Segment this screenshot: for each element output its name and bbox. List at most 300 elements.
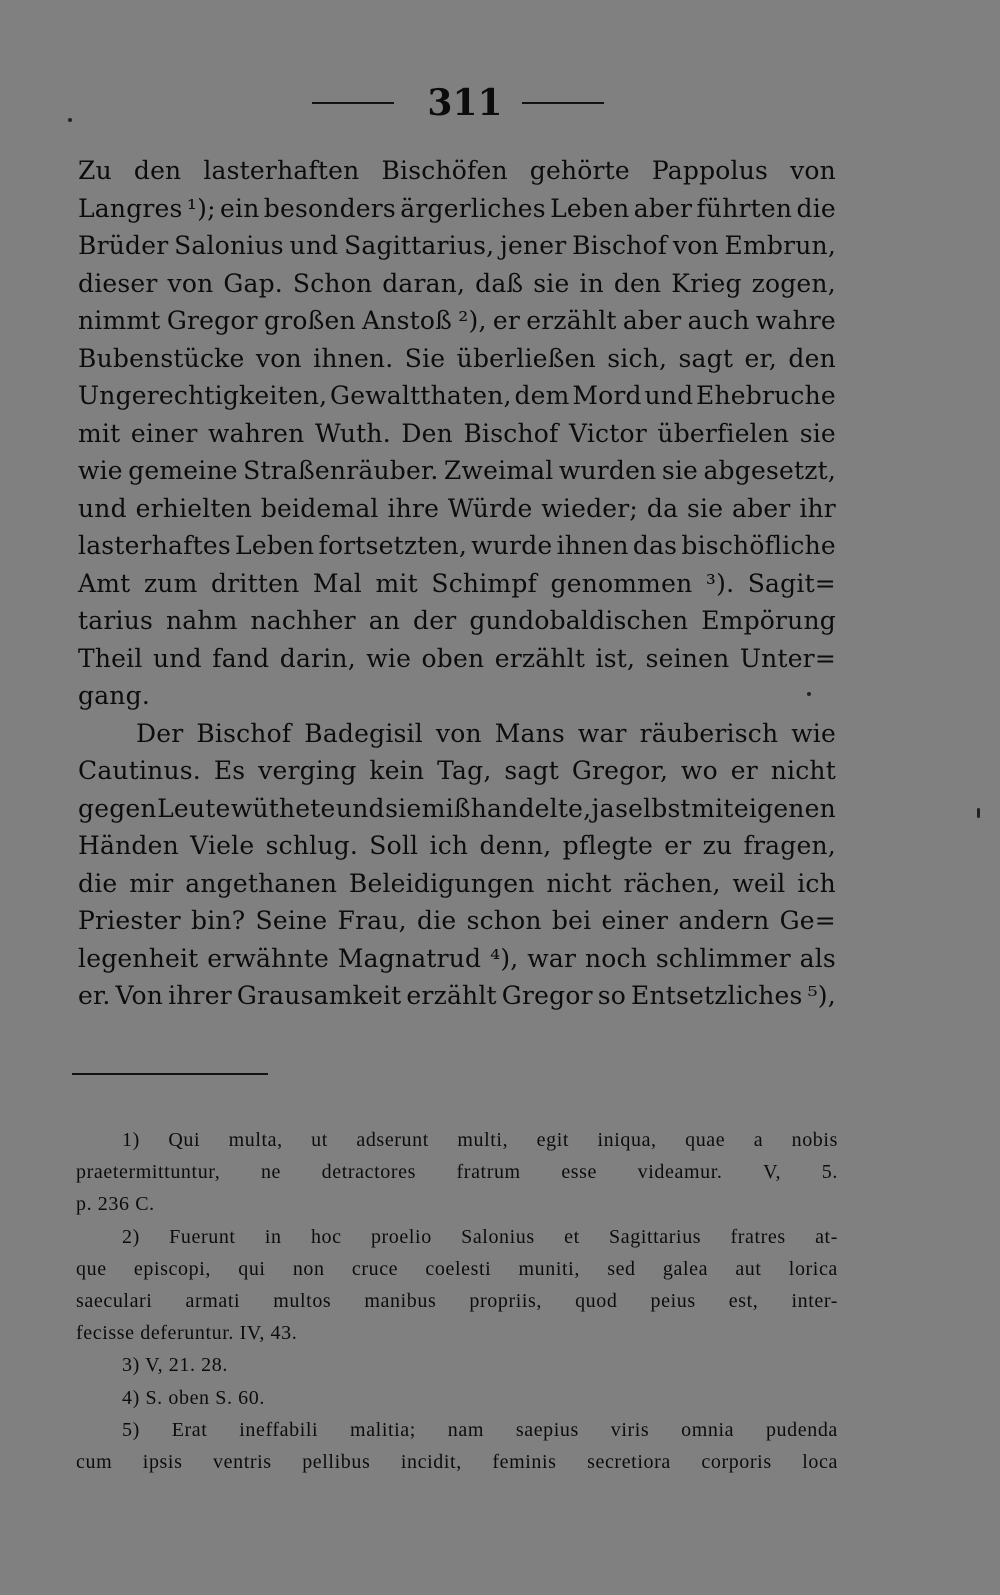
word: räuberisch [639,718,779,748]
word: gehörte [529,156,630,185]
word: nam [447,1418,484,1441]
word: Leute [157,793,231,823]
word: Gregor [501,981,593,1010]
word: detractores [321,1161,416,1184]
word: Erat [171,1418,208,1441]
word: besonders [263,193,396,223]
word: galea [662,1257,709,1280]
word: Ge= [779,906,836,935]
word: malitia; [350,1418,416,1441]
word: Straßenräuber. [243,456,439,485]
word: die [417,906,457,935]
word: Victor [569,418,647,448]
word: Brüder [78,231,169,260]
word: von [167,268,214,298]
word: Sagittarius, [344,231,495,260]
word: daran, [382,268,466,298]
word: dritten [211,568,300,598]
word: einer [601,906,669,935]
word: quod [575,1289,618,1312]
word: einer [130,418,198,448]
body-line [78,565,836,603]
word: lorica [788,1257,838,1280]
word: propriis, [469,1289,543,1312]
word: Grausamkeit [236,981,402,1010]
word: nachher [250,606,356,635]
word: Soll [369,831,419,860]
word: multos [273,1289,332,1312]
word: ihnen [556,531,629,560]
word: großen [263,306,356,335]
word: sagt [504,756,559,785]
word: fratres [730,1225,786,1248]
word: aber [732,493,791,523]
word: nahm [165,606,238,635]
word: Bubenstücke [78,343,245,373]
word: manibus [364,1289,437,1312]
word: Empörung [701,606,836,635]
word: coelesti [425,1257,492,1280]
word: secretiora [587,1450,671,1473]
body-line [78,827,836,865]
footnote-line: fecisse deferuntur. IV, 43. [76,1322,298,1345]
word: wie [366,643,412,673]
body-line [78,940,836,978]
word: bin? [191,906,246,935]
word: que [76,1257,107,1280]
footnote-line: 4) S. oben S. 60. [122,1386,265,1409]
word: incidit, [400,1450,462,1473]
word: Priester [78,906,181,935]
print-speck [68,118,72,122]
word: gegen [78,793,157,823]
word: Mans [494,718,565,748]
body-line [78,752,836,790]
word: iniqua, [597,1129,657,1151]
page-header [0,78,1000,128]
word: 1) [122,1129,140,1151]
word: ihrer [168,981,232,1010]
word: wie [78,456,123,485]
word: er, [744,343,778,373]
word: at- [815,1225,838,1248]
word: Ehebruche [696,381,836,410]
word: muniti, [518,1257,580,1280]
word: Bischof [196,718,292,748]
word: er. [78,981,111,1010]
word: an [368,606,401,635]
word: den [788,343,836,373]
word: schlug. [265,831,359,860]
word: so [597,981,626,1010]
footnote-line: p. 236 C. [76,1193,155,1216]
footnote-line [76,1124,838,1156]
word: dem [514,381,570,410]
word: omnia [681,1418,735,1441]
word: Sagittarius [609,1225,702,1248]
print-speck [977,808,980,818]
footnote-line [76,1221,838,1253]
word: denn, [479,831,552,860]
word: feminis [492,1450,557,1473]
word: Tag, [437,756,492,785]
word: und [153,643,202,673]
word: aut [735,1257,762,1280]
word: mißhandelte, [421,793,592,823]
word: nicht [546,868,612,898]
word: fratrum [456,1161,521,1184]
word: esse [561,1161,598,1184]
word: Pappolus [651,156,769,185]
body-line [78,602,836,640]
word: oben [421,643,485,673]
body-line [78,190,836,228]
word: wahren [208,418,305,448]
word: qui [238,1257,266,1280]
word: Zu [78,156,112,185]
word: Würde [447,493,533,523]
body-line [78,640,836,678]
word: nicht [770,756,836,785]
word: gundobaldischen [469,606,689,635]
word: wie [791,718,836,748]
word: schlimmer [655,943,791,973]
word: zu [702,831,733,860]
word: in [579,268,604,298]
footnote-line [76,1446,838,1478]
word: war [577,718,627,748]
word: Mal [312,568,363,598]
word: dieser [78,268,158,298]
word: Salonius [174,231,284,260]
word: Sagit= [747,568,836,598]
word: gemeine [128,456,238,485]
word: ⁵), [807,981,836,1010]
word: fortsetzten, [318,531,467,560]
word: erhielten [135,493,253,523]
word: verging [258,756,357,785]
word: a [753,1129,764,1151]
body-line [78,790,836,828]
word: Salonius [461,1225,535,1248]
word: cum [76,1450,113,1473]
word: ipsis [142,1450,183,1473]
body-line [78,715,836,753]
word: und [289,231,339,260]
word: kein [369,756,425,785]
word: schon [466,906,542,935]
word: ärgerliches [400,193,546,223]
word: tarius [78,606,154,635]
footnote-line [76,1285,838,1317]
word: armati [185,1289,241,1312]
word: quae [685,1129,726,1151]
word: ut [311,1129,328,1151]
word: Seine [255,906,328,935]
word: ihr [799,493,836,523]
word: wurde [471,531,553,560]
word: Bischof [572,231,668,260]
word: überließen [456,343,596,373]
body-line [78,902,836,940]
word: wüthete [230,793,336,823]
word: corporis [701,1450,772,1473]
word: ²), [458,306,487,335]
word: er [730,756,758,785]
word: Schon [292,268,373,298]
page-number: 311 [427,82,503,124]
body-text [78,152,836,1015]
word: Unter= [739,643,836,673]
word: Qui [168,1129,201,1151]
body-line: gang. [78,681,150,710]
word: noch [584,943,648,973]
word: von [790,156,836,185]
word: Entsetzliches [631,981,803,1010]
word: Theil [78,643,143,673]
word: führten [696,193,793,223]
word: Gregor, [571,756,669,785]
word: ineffabili [239,1418,319,1441]
word: ³). [705,568,735,598]
word: weil [732,868,786,898]
word: Leben [550,193,630,223]
word: mir [129,868,174,898]
word: sich, [607,343,668,373]
word: und [78,493,127,523]
word: zogen, [751,268,836,298]
word: hoc [310,1225,342,1248]
footnote-line: 3) V, 21. 28. [122,1354,228,1377]
word: jener [500,231,567,260]
word: Amt [78,568,131,598]
word: selbst [615,793,691,823]
word: darin, [279,643,356,673]
body-line [78,865,836,903]
word: ⁴), [490,943,519,973]
word: proelio [370,1225,432,1248]
word: lasterhaften [203,156,360,185]
word: pflegte [562,831,653,860]
word: ventris [213,1450,272,1473]
word: Es [213,756,246,785]
word: Viele [190,831,255,860]
word: ihnen. [313,343,394,373]
word: sie [799,418,836,448]
word: genommen [550,568,693,598]
word: sie [686,493,724,523]
footnotes [76,1124,838,1478]
word: daß [475,268,524,298]
body-line [78,490,836,528]
word: seinen [645,643,730,673]
word: ein [220,193,260,223]
word: 2) [122,1225,140,1248]
word: das [632,531,678,560]
word: zum [143,568,198,598]
word: sie [533,268,570,298]
word: aber [633,193,693,223]
word: wurden [558,456,657,485]
word: wo [681,756,718,785]
word: und [335,793,385,823]
word: Von [115,981,164,1010]
word: ich [429,831,469,860]
word: eigenen [733,793,836,823]
word: und [644,381,694,410]
word: multi, [457,1129,509,1151]
word: Zweimal [443,456,554,485]
body-line [78,152,836,190]
word: inter- [791,1289,838,1312]
word: rächen, [623,868,721,898]
word: ja [591,793,615,823]
word: Gregor [166,306,258,335]
word: erzählt [494,643,586,673]
word: beidemal [260,493,379,523]
word: nobis [791,1129,838,1151]
word: multa, [228,1129,283,1151]
body-line [78,340,836,378]
word: abgesetzt, [703,456,836,485]
word: mit [78,418,121,448]
word: fragen, [743,831,836,860]
word: legenheit [78,943,199,973]
word: 5) [122,1418,140,1441]
word: Der [136,718,184,748]
footnote-line [76,1156,838,1188]
word: ist, [595,643,636,673]
header-rule-left [312,102,394,104]
word: er [664,831,692,860]
word: Frau, [337,906,407,935]
word: Händen [78,831,179,860]
word: von [435,718,482,748]
word: bei [551,906,592,935]
body-line [78,527,836,565]
word: saeculari [76,1289,153,1312]
word: Gap. [223,268,283,298]
word: Leben [235,531,315,560]
word: Bischof [463,418,559,448]
word: sed [607,1257,636,1280]
body-line [78,415,836,453]
word: erzählt [406,981,497,1010]
body-line [78,265,836,303]
word: andern [678,906,770,935]
word: auch [687,306,750,335]
word: da [646,493,679,523]
word: sie [385,793,422,823]
word: Langres [78,193,183,223]
word: egit [536,1129,570,1151]
word: Wuth. [315,418,391,448]
word: überfielen [657,418,790,448]
word: als [799,943,836,973]
word: Magnatrud [337,943,482,973]
word: fand [212,643,270,673]
footnote-line [76,1414,838,1446]
word: Badegisil [304,718,423,748]
body-line [78,452,836,490]
word: von [255,343,302,373]
word: mit [691,793,734,823]
word: Krieg [671,268,742,298]
word: bischöfliche [681,531,836,560]
word: die [796,193,836,223]
word: Schimpf [431,568,537,598]
word: loca [802,1450,838,1473]
word: wahre [755,306,836,335]
word: saepius [515,1418,579,1441]
word: Gewaltthaten, [330,381,512,410]
print-speck [807,692,811,696]
word: den [133,156,182,185]
word: Anstoß [362,306,453,335]
word: lasterhaftes [78,531,231,560]
word: ¹); [186,193,216,223]
word: Cautinus. [78,756,201,785]
word: Bischöfen [381,156,508,185]
word: war [527,943,577,973]
word: mit [375,568,418,598]
word: aber [622,306,682,335]
word: est, [728,1289,759,1312]
word: episcopi, [133,1257,211,1280]
footnote-line [76,1253,838,1285]
word: nimmt [78,306,161,335]
word: pudenda [765,1418,838,1441]
word: in [264,1225,282,1248]
word: ich [797,868,836,898]
word: V, [763,1161,782,1184]
word: ne [260,1161,282,1184]
body-line [78,227,836,265]
word: den [613,268,662,298]
word: 5. [821,1161,838,1184]
word: ihre [387,493,440,523]
word: adserunt [356,1129,429,1151]
word: die [78,868,118,898]
word: peius [650,1289,696,1312]
word: angethanen [185,868,338,898]
header-rule-right [522,102,604,104]
word: sagt [678,343,734,373]
word: Embrun, [724,231,836,260]
word: er [492,306,521,335]
word: von [672,231,719,260]
word: viris [610,1418,650,1441]
word: pellibus [302,1450,371,1473]
body-line [78,302,836,340]
footnote-separator [72,1073,268,1075]
word: Mord [572,381,642,410]
word: Den [401,418,453,448]
word: praetermittuntur, [76,1161,221,1184]
word: erwähnte [207,943,329,973]
body-line [78,977,836,1015]
word: Fuerunt [169,1225,236,1248]
word: wieder; [541,493,639,523]
word: Beleidigungen [348,868,535,898]
word: Sie [404,343,446,373]
word: non [292,1257,325,1280]
word: Ungerechtigkeiten, [78,381,328,410]
word: et [564,1225,580,1248]
body-line [78,377,836,415]
word: der [413,606,457,635]
word: erzählt [526,306,617,335]
